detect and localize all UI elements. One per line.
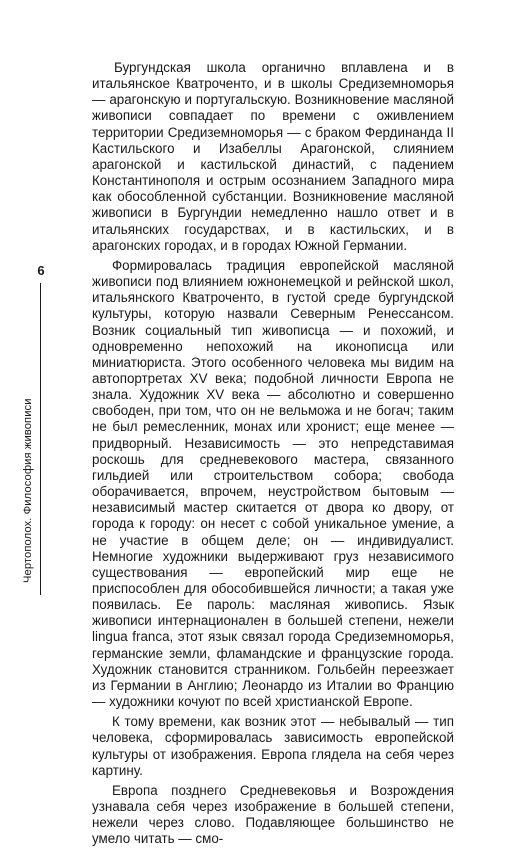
body-text [92, 60, 454, 852]
running-head: Чертополох. Философия живописи [22, 398, 34, 583]
paragraph-3: К тому времени, как возник этот — небывалый — тип человека, сформировалась зависимость европейской культуры от изображения. Европа глядела на себя через картину. [92, 714, 454, 778]
page-margin [0, 0, 80, 800]
paragraph-1: Бургундская школа органично вплавлена и в итальянское Кватроченто, и в школы Средиземноморья — арагонскую и португальскую. Возникновение масляной живописи совпадает по времени с оживлением территории Средиземноморья — с браком Фердинанда II Кастильского и Изабеллы Арагонской, слиянием арагонской и кастильской династий, с падением Константинополя и острым осознанием Западного мира как обособленной субстанции. Возникновение масляной живописи в Бургундии немедленно нашло ответ и в итальянских государствах, и в кастильских, и в арагонских городах, и в городах Южной Германии. [92, 60, 454, 253]
page-number: 6 [37, 263, 45, 278]
margin-rule [40, 283, 41, 595]
paragraph-4: Европа позднего Средневековья и Возрождения узнавала себя через изображение в большей степени, нежели через слово. Подавляющее большинство не умело читать — смо- [92, 782, 454, 847]
paragraph-2: Формировалась традиция европейской масляной живописи под влиянием южнонемецкой и рейнской школ, итальянского Кватроченто, в густой среде бургундской культуры, которую назвали Северным Ренессансом. Возник социальный тип живописца — и похожий, и одновременно непохожий на иконописца или миниатюриста. Этого особенного человека мы видим на автопортретах XV века; подобной личности Европа не знала. Художник XV века — абсолютно и совершенно свободен, при том, что он не вельможа и не богач; таким не был ремесленник, монах или хронист; еще менее — придворный. Независимость — это непредставимая роскошь для средневекового мастера, связанного гильдией или строительством собора; свобода оборачивается, впрочем, неустройством бытовым — независимый мастер скитается от двора ко двору, от города к городу: он несет с собой уникальное умение, а не участие в общем деле; он — индивидуалист. Немногие художники выдерживают груз независимого существования — европейский мир еще не приспособлен для обособившейся личности; а такая уже появилась. Ее пароль: масляная живопись. Язык живописи интернационален в большей степени, нежели lingua franca, этот язык связал города Средиземноморья, германские земли, фламандские и французские города. Художник становится странником. Гольбейн переезжает из Германии в Англию; Леонардо из Италии во Францию — художники кочуют по всей христианской Европе. [92, 257, 454, 710]
